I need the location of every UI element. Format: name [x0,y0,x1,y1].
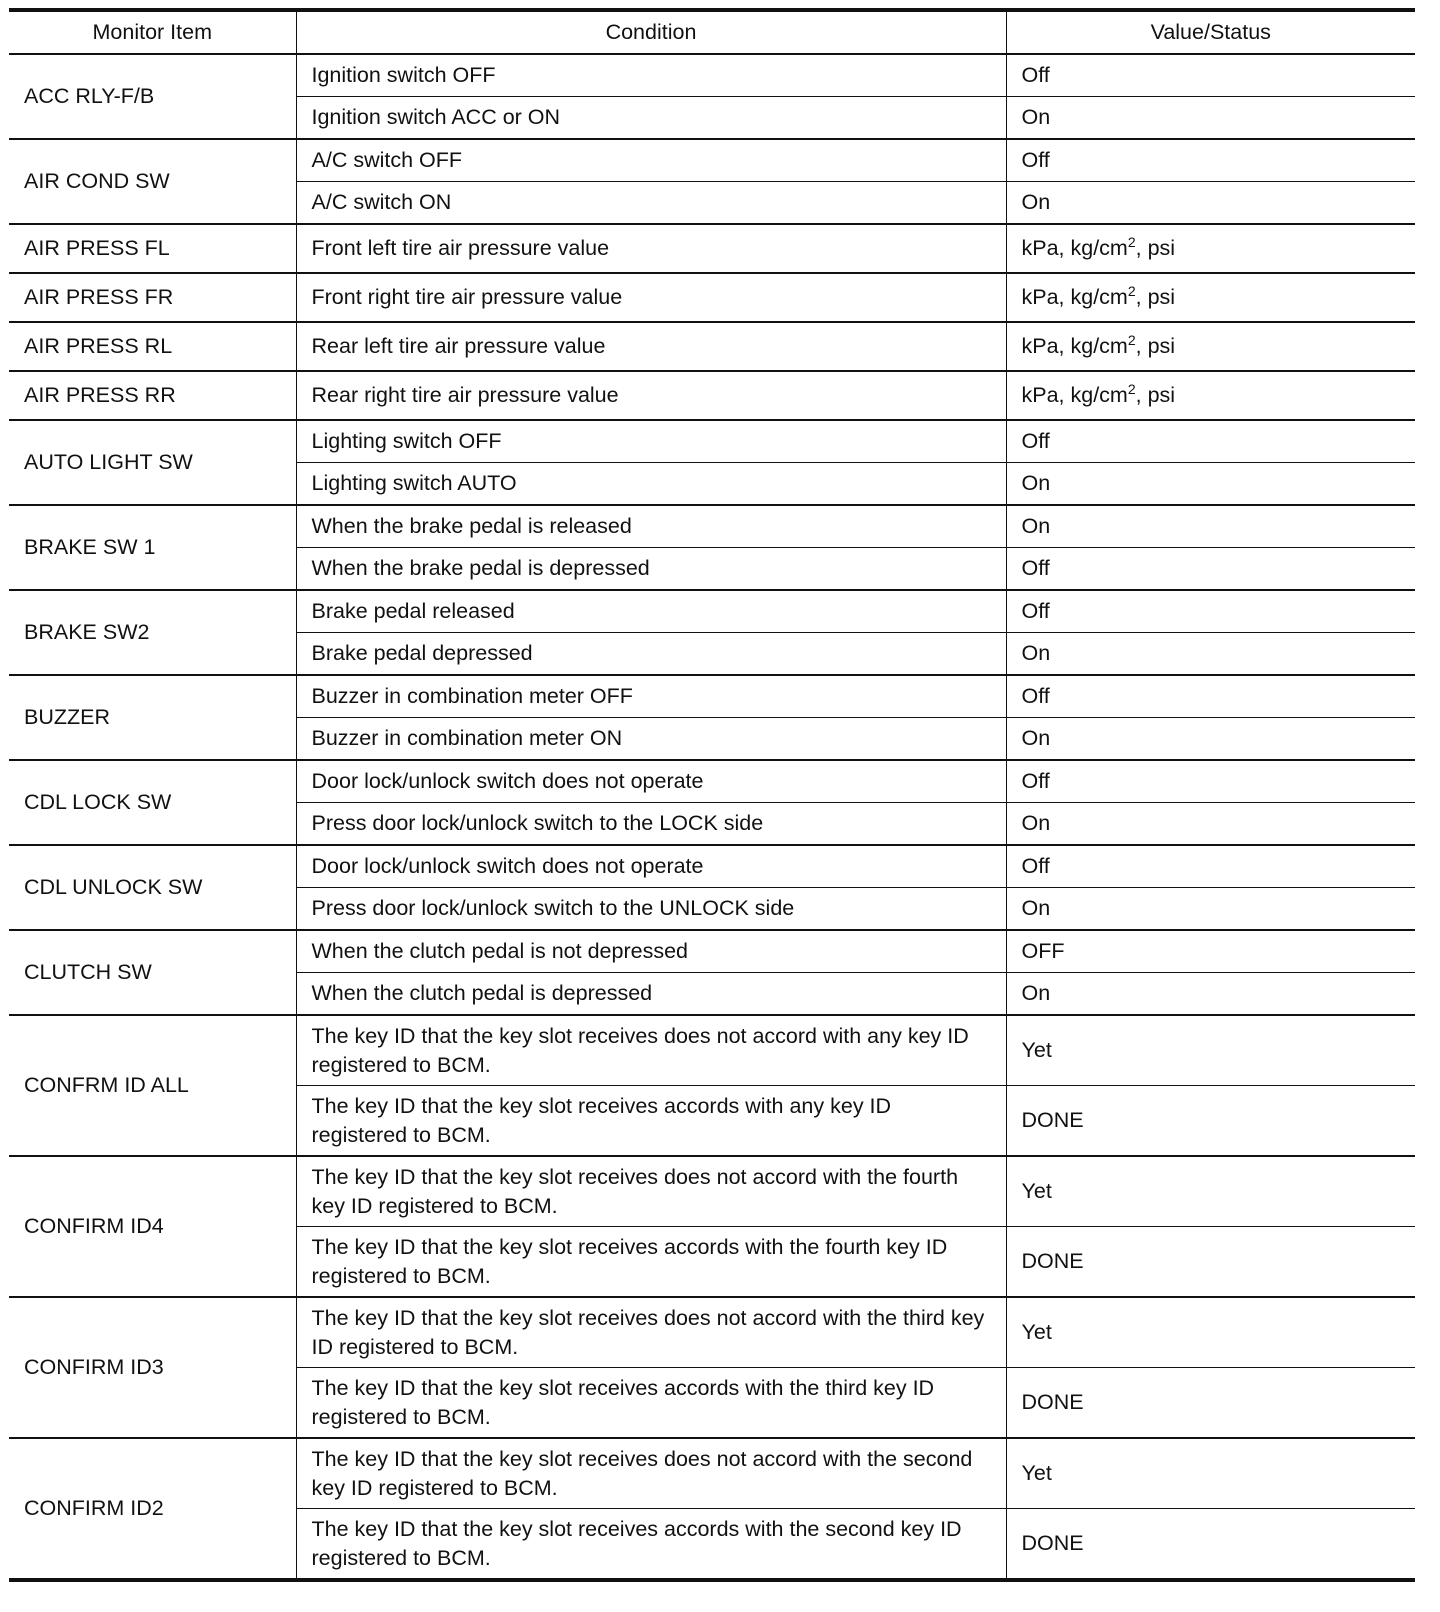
condition-cell: The key ID that the key slot receives accords with the second key ID registered to BCM. [296,1509,1006,1581]
value-cell: On [1006,463,1415,506]
value-cell [1006,273,1415,322]
table-row [9,1015,1415,1086]
document-page [9,8,1415,1582]
value-cell: On [1006,718,1415,761]
value-cell: OFF [1006,930,1415,973]
value-cell: On [1006,633,1415,676]
value-unit-text: , psi [1135,236,1176,260]
value-cell: DONE [1006,1086,1415,1157]
value-unit-text: , psi [1135,285,1176,309]
value-cell: On [1006,97,1415,140]
value-cell: Off [1006,139,1415,182]
value-unit-superscript: 2 [1127,233,1136,250]
value-cell: Off [1006,845,1415,888]
value-unit-text: kPa, kg/cm [1021,334,1128,358]
condition-cell: Ignition switch ACC or ON [296,97,1006,140]
table-row [9,1297,1415,1368]
monitor-item: CONFRM ID ALL [9,1015,296,1156]
value-cell: On [1006,888,1415,931]
value-cell: DONE [1006,1368,1415,1439]
monitor-item: CONFIRM ID2 [9,1438,296,1580]
monitor-item: AUTO LIGHT SW [9,420,296,505]
condition-cell: A/C switch ON [296,182,1006,225]
value-cell: Off [1006,760,1415,803]
value-unit-text: kPa, kg/cm [1021,383,1128,407]
monitor-item: CONFIRM ID3 [9,1297,296,1438]
value-cell: On [1006,182,1415,225]
value-unit-superscript: 2 [1127,331,1136,348]
monitor-item: CLUTCH SW [9,930,296,1015]
monitor-item: AIR PRESS RL [9,322,296,371]
table-row [9,54,1415,97]
table-row [9,273,1415,322]
value-unit-text: , psi [1135,334,1176,358]
monitor-item: BRAKE SW2 [9,590,296,675]
table-row [9,675,1415,718]
condition-cell: Buzzer in combination meter ON [296,718,1006,761]
condition-cell: Door lock/unlock switch does not operate [296,845,1006,888]
table-header-row [9,10,1415,54]
condition-cell: A/C switch OFF [296,139,1006,182]
table-row [9,1438,1415,1509]
condition-cell: The key ID that the key slot receives accords with any key ID registered to BCM. [296,1086,1006,1157]
condition-cell: When the clutch pedal is depressed [296,973,1006,1016]
table-row [9,760,1415,803]
value-cell: Yet [1006,1438,1415,1509]
monitor-item: AIR PRESS FL [9,224,296,273]
value-cell: On [1006,505,1415,548]
value-unit-superscript: 2 [1127,380,1136,397]
condition-cell: The key ID that the key slot receives accords with the fourth key ID registered to BCM. [296,1227,1006,1298]
condition-cell: Press door lock/unlock switch to the LOCK side [296,803,1006,846]
table-row [9,371,1415,420]
table-row [9,420,1415,463]
value-cell: DONE [1006,1227,1415,1298]
value-unit-text: , psi [1135,383,1176,407]
monitor-item: CONFIRM ID4 [9,1156,296,1297]
condition-cell: The key ID that the key slot receives does not accord with the third key ID registered to BCM. [296,1297,1006,1368]
condition-cell: Brake pedal released [296,590,1006,633]
condition-cell: Press door lock/unlock switch to the UNLOCK side [296,888,1006,931]
monitor-item: AIR PRESS RR [9,371,296,420]
value-cell: On [1006,803,1415,846]
condition-cell: The key ID that the key slot receives does not accord with the fourth key ID registered to BCM. [296,1156,1006,1227]
value-cell: Yet [1006,1297,1415,1368]
table-row [9,505,1415,548]
value-cell [1006,224,1415,273]
value-cell: Off [1006,54,1415,97]
table-row [9,590,1415,633]
table-row [9,224,1415,273]
condition-cell: Rear right tire air pressure value [296,371,1006,420]
condition-cell: Door lock/unlock switch does not operate [296,760,1006,803]
value-cell: Yet [1006,1156,1415,1227]
value-unit-text: kPa, kg/cm [1021,285,1128,309]
monitor-item: AIR PRESS FR [9,273,296,322]
condition-cell: When the clutch pedal is not depressed [296,930,1006,973]
table-row [9,845,1415,888]
condition-cell: When the brake pedal is released [296,505,1006,548]
condition-cell: When the brake pedal is depressed [296,548,1006,591]
table-row [9,139,1415,182]
table-row [9,322,1415,371]
value-cell: Off [1006,590,1415,633]
monitor-item: BUZZER [9,675,296,760]
header-value-status: Value/Status [1006,10,1415,54]
condition-cell: Front left tire air pressure value [296,224,1006,273]
condition-cell: Lighting switch AUTO [296,463,1006,506]
value-unit-text: kPa, kg/cm [1021,236,1128,260]
monitor-item: CDL LOCK SW [9,760,296,845]
value-cell: DONE [1006,1509,1415,1581]
monitor-item: CDL UNLOCK SW [9,845,296,930]
value-cell: Off [1006,420,1415,463]
monitor-item: ACC RLY-F/B [9,54,296,139]
value-cell: Off [1006,548,1415,591]
condition-cell: Brake pedal depressed [296,633,1006,676]
value-cell: Off [1006,675,1415,718]
value-cell: Yet [1006,1015,1415,1086]
table-row [9,1156,1415,1227]
condition-cell: Lighting switch OFF [296,420,1006,463]
value-cell: On [1006,973,1415,1016]
monitor-table [9,8,1415,1582]
condition-cell: Front right tire air pressure value [296,273,1006,322]
condition-cell: The key ID that the key slot receives does not accord with any key ID registered to BCM. [296,1015,1006,1086]
value-cell [1006,322,1415,371]
condition-cell: The key ID that the key slot receives does not accord with the second key ID registered to BCM. [296,1438,1006,1509]
condition-cell: Ignition switch OFF [296,54,1006,97]
header-monitor-item: Monitor Item [9,10,296,54]
table-body [9,54,1415,1580]
value-cell [1006,371,1415,420]
monitor-item: AIR COND SW [9,139,296,224]
condition-cell: Rear left tire air pressure value [296,322,1006,371]
condition-cell: Buzzer in combination meter OFF [296,675,1006,718]
table-row [9,930,1415,973]
monitor-item: BRAKE SW 1 [9,505,296,590]
condition-cell: The key ID that the key slot receives accords with the third key ID registered to BCM. [296,1368,1006,1439]
value-unit-superscript: 2 [1127,282,1136,299]
header-condition: Condition [296,10,1006,54]
